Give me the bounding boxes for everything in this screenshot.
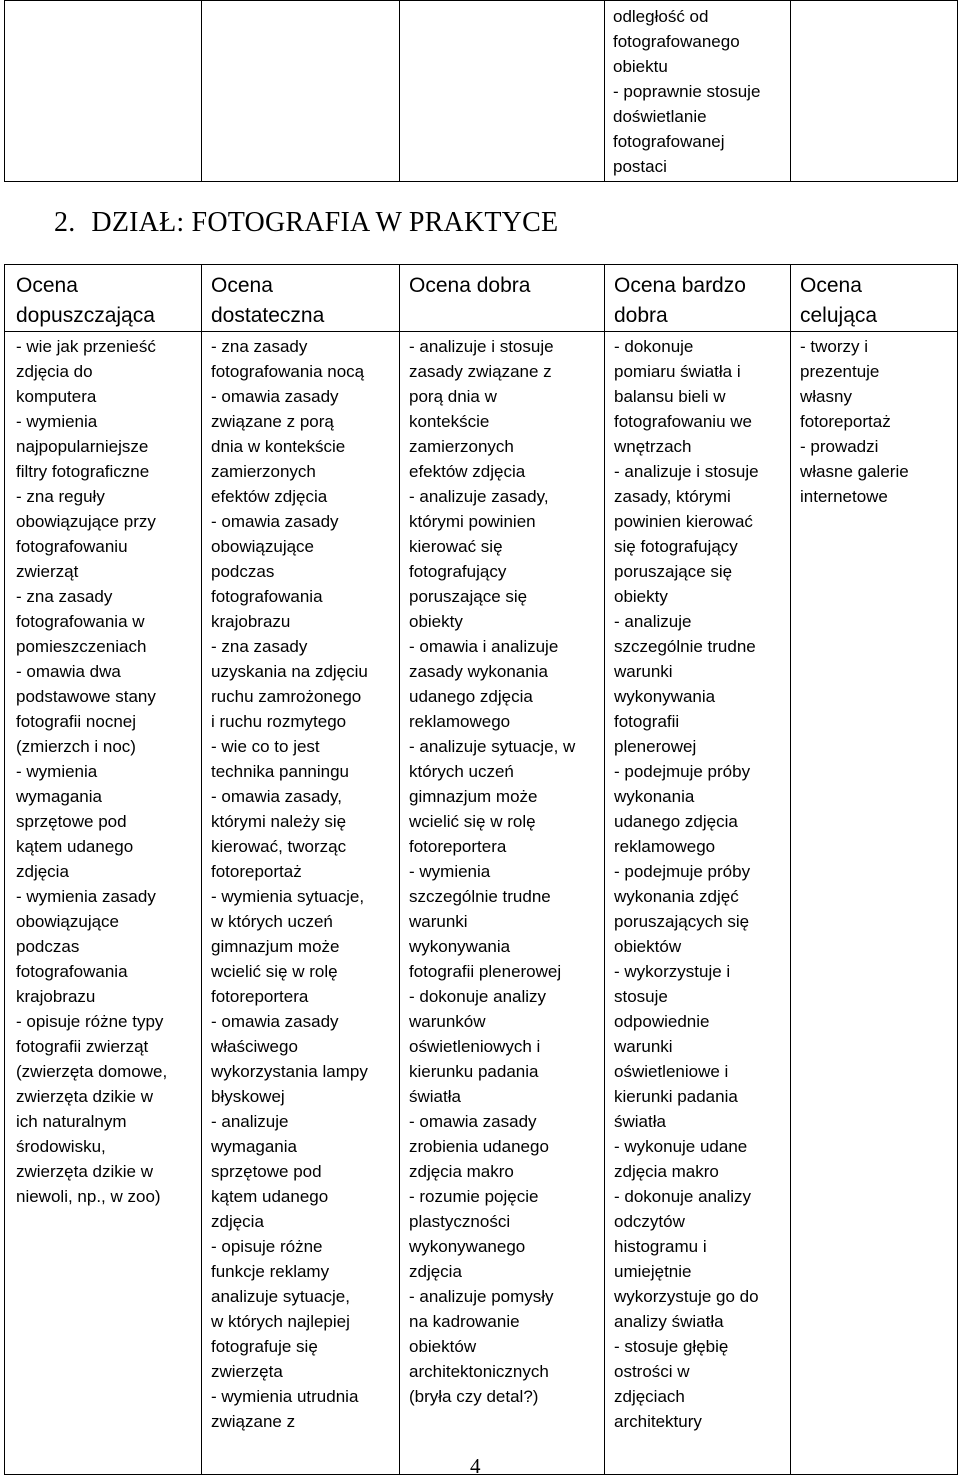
header-grade-satisfactory [202,265,400,332]
table-header-row [5,265,958,332]
header-label: Ocena bardzo dobra [614,274,746,327]
previous-section-table-end [4,0,958,182]
header-grade-very-good [605,265,791,332]
section-number: 2. [54,207,76,238]
cell-text: - wie jak przenieść zdjęcia do komputera - wymienia najpopularniejsze filtry fotograficzne - zna reguły obowiązujące przy fotografowaniu zwierząt - zna zasady fotografowania w pomieszczeniach - omawia dwa podstawowe stany fotografii nocnej (zmierzch i noc) - wymienia wymagania sprzętowe pod kątem udanego zdjęcia - wymienia zasady obowiązujące podczas fotografowania krajobrazu - opisuje różne typy fotografii zwierząt (zwierzęta domowe, zwierzęta dzikie w ich naturalnym środowisku, zwierzęta dzikie w niewoli, np., w zoo) [16,337,168,1206]
cell-text: - tworzy i prezentuje własny fotoreportaż - prowadzi własne galerie internetowe [800,337,909,506]
header-grade-sufficient [5,265,202,332]
cell-good [400,332,605,1475]
table-row [5,332,958,1475]
prev-cell-1 [5,1,202,182]
grading-criteria-table [4,264,958,1475]
cell-excellent [791,332,958,1475]
cell-satisfactory [202,332,400,1475]
prev-cell-2 [202,1,400,182]
header-grade-excellent [791,265,958,332]
cell-text: - dokonuje pomiaru światła i balansu bieli w fotografowaniu we wnętrzach - analizuje i stosuje zasady, którymi powinien kierować się fotografujący poruszające się obiekty - analizuje szczególnie trudne warunki wykonywania fotografii plenerowej - podejmuje próby wykonania udanego zdjęcia reklamowego - podejmuje próby wykonania zdjęć poruszających się obiektów - wykorzystuje i stosuje odpowiednie warunki oświetleniowe i kierunki padania światła - wykonuje udane zdjęcia makro - dokonuje analizy odczytów histogramu i umiejętnie wykorzystuje go do analizy światła - stosuje głębię ostrości w zdjęciach architektury [614,337,759,1431]
prev-cell-4-text: odległość od fotografowanego obiektu - poprawnie stosuje doświetlanie fotografowanej postaci [613,7,761,176]
header-grade-good [400,265,605,332]
cell-very-good [605,332,791,1475]
page-number: 4 [470,1454,481,1478]
header-label: Ocena dobra [409,274,531,297]
header-label: Ocena dopuszczająca [16,274,155,327]
header-label: Ocena dostateczna [211,274,325,327]
prev-cell-3 [400,1,605,182]
cell-sufficient [5,332,202,1475]
cell-text: - analizuje i stosuje zasady związane z porą dnia w kontekście zamierzonych efektów zdjęcia - analizuje zasady, którymi powinien kierować się fotografujący poruszające się obiekty - omawia i analizuje zasady wykonania udanego zdjęcia reklamowego - analizuje sytuacje, w których uczeń gimnazjum może wcielić się w rolę fotoreportera - wymienia szczególnie trudne warunki wykonywania fotografii plenerowej - dokonuje analizy warunków oświetleniowych i kierunku padania światła - omawia zasady zrobienia udanego zdjęcia makro - rozumie pojęcie plastyczności wykonywanego zdjęcia - analizuje pomysły na kadrowanie obiektów architektonicznych (bryła czy detal?) [409,337,576,1406]
header-label: Ocena celująca [800,274,878,327]
prev-cell-5 [791,1,958,182]
cell-text: - zna zasady fotografowania nocą - omawia zasady związane z porą dnia w kontekście zamierzonych efektów zdjęcia - omawia zasady obowiązujące podczas fotografowania krajobrazu - zna zasady uzyskania na zdjęciu ruchu zamrożonego i ruchu rozmytego - wie co to jest technika panningu - omawia zasady, którymi należy się kierować, tworząc fotoreportaż - wymienia sytuacje, w których uczeń gimnazjum może wcielić się w rolę fotoreportera - omawia zasady właściwego wykorzystania lampy błyskowej - analizuje wymagania sprzętowe pod kątem udanego zdjęcia - opisuje różne funkcje reklamy analizuje sytuacje, w których najlepiej fotografuje się zwierzęta - wymienia utrudnia związane z [211,337,368,1431]
section-heading [54,207,558,239]
prev-cell-4 [605,1,791,182]
section-title: DZIAŁ: FOTOGRAFIA W PRAKTYCE [91,207,559,238]
